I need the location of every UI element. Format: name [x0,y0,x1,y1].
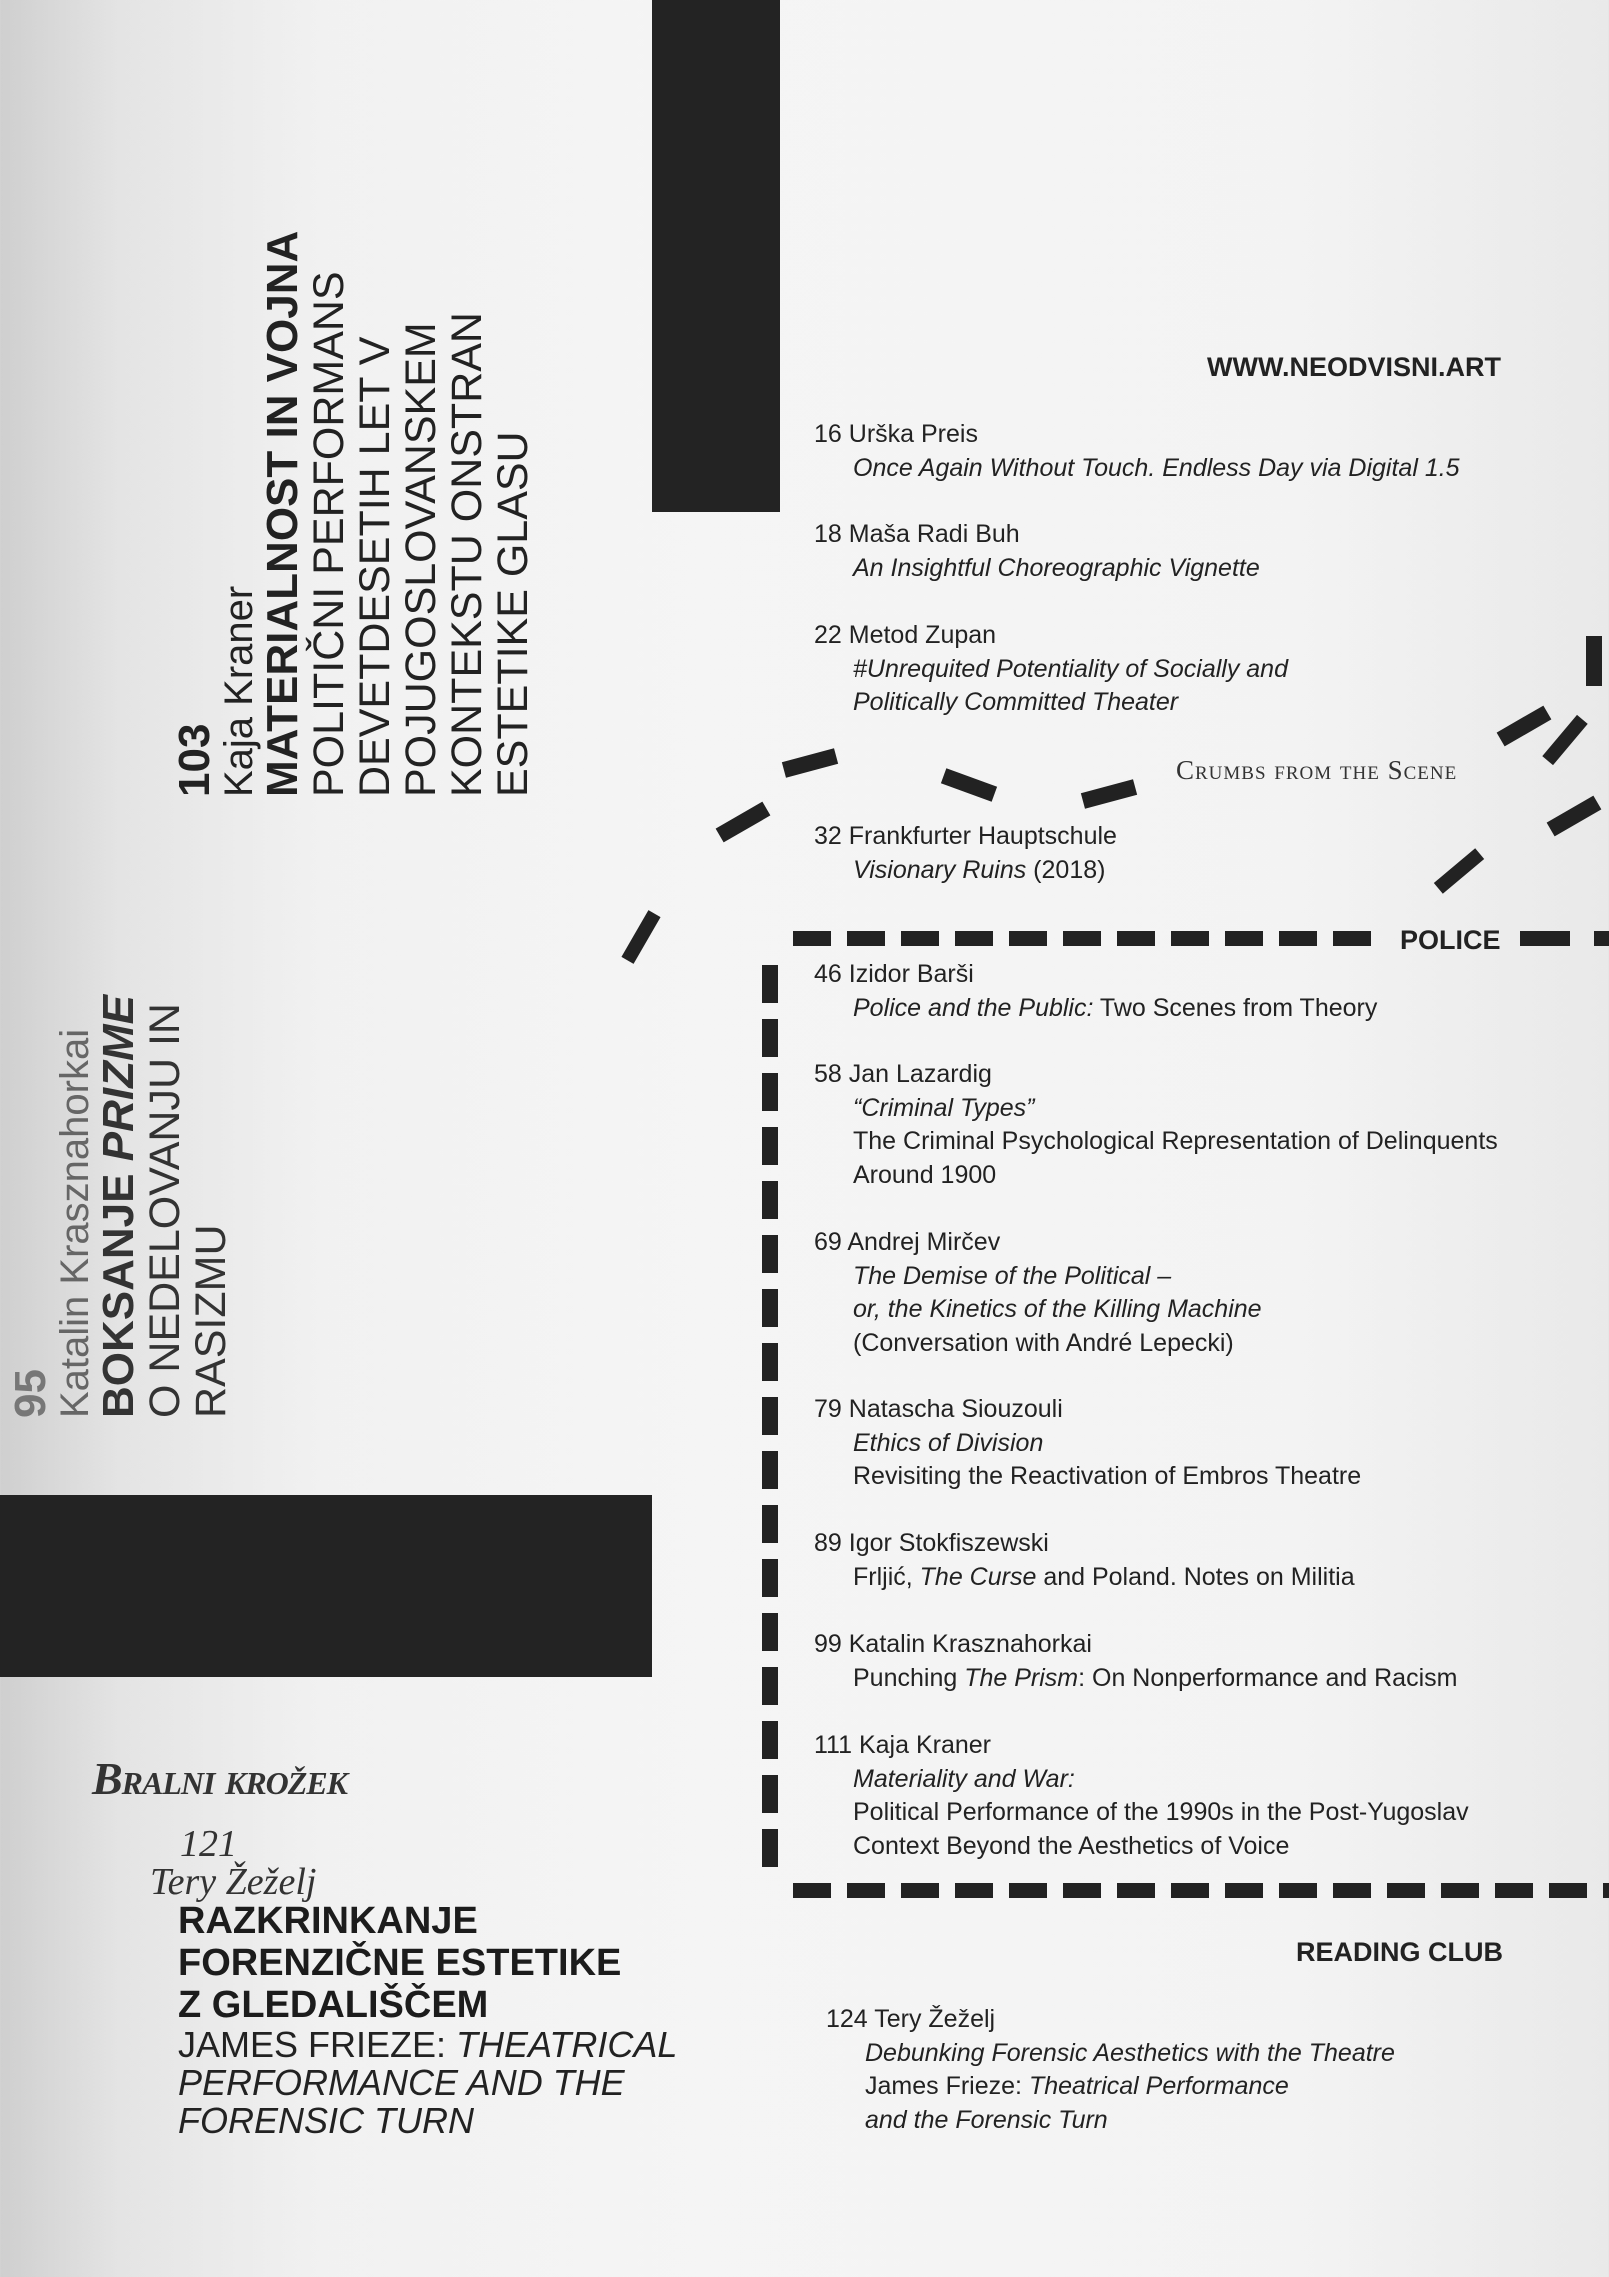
dash-segment [1547,796,1602,837]
page-number: 103 [170,723,219,797]
page-number: 95 [6,1369,55,1418]
dash-segment [762,965,778,1003]
black-bar-top [652,0,780,512]
toc-page-number: 79 [814,1395,842,1423]
toc-entry-head [814,619,1288,653]
dash-segment [1586,636,1602,686]
section-label-police: POLICE [1400,925,1501,955]
dash-segment [621,910,660,964]
reading-club-author: Tery Žeželj [150,1861,317,1903]
toc-title-line: Frljić, The Curse and Poland. Notes on Militia [853,1562,1355,1591]
toc-entry[interactable] [814,1058,1498,1192]
dash-segment [762,1613,778,1651]
toc-author: Jan Lazardig [841,1060,992,1088]
dash-segment [955,1883,993,1898]
subtitle-line: RASIZMU [187,1224,235,1418]
dash-segment [1063,931,1101,946]
toc-entry[interactable] [814,958,1377,1025]
reading-club-title: RAZKRINKANJE FORENZIČNE ESTETIKE Z GLEDALIŠČEM [178,1900,622,2026]
toc-title-line: and the Forensic Turn [865,2105,1108,2134]
author: Katalin Krasznahorkai [53,1028,97,1418]
toc-entry-head [814,1527,1355,1561]
title: MATERIALNOST IN VOJNA [258,230,307,797]
subtitle-line: ESTETIKE GLASU [489,431,537,797]
toc-title-line: Ethics of Division [853,1428,1044,1457]
toc-title-line: (Conversation with André Lepecki) [853,1328,1234,1357]
toc-title-line: An Insightful Choreographic Vignette [853,553,1260,582]
dash-segment [762,1343,778,1381]
section-label-reading-club: READING CLUB [1296,1937,1503,1967]
toc-title-line: The Criminal Psychological Representation of Delinquents [853,1127,1498,1155]
subtitle-line: O NEDELOVANJU IN [141,1003,189,1418]
toc-author: Katalin Krasznahorkai [841,1630,1092,1658]
dash-segment [762,1721,778,1759]
reading-club-heading-sl: Bralni krožek [92,1753,348,1804]
dash-segment [762,1559,778,1597]
dash-segment [1117,931,1155,946]
toc-entry[interactable] [814,1393,1361,1494]
dash-segment [762,1235,778,1273]
dash-segment [1497,706,1552,747]
dash-segment [1387,1883,1425,1898]
dash-segment [762,1667,778,1705]
dash-segment [762,1073,778,1111]
dash-segment [716,802,771,843]
toc-entry-head [814,958,1377,992]
toc-page-number: 32 [814,822,842,850]
toc-title-line: or, the Kinetics of the Killing Machine [853,1295,1262,1323]
dash-segment [955,931,993,946]
dash-segment [1063,1883,1101,1898]
dash-segment [762,1019,778,1057]
dash-segment [762,1397,778,1435]
toc-entry-head [814,1393,1361,1427]
subtitle-line: POJUGOSLOVANSKEM [397,322,445,797]
toc-author: Frankfurter Hauptschule [841,822,1117,850]
toc-author: Igor Stokfiszewski [841,1529,1049,1557]
toc-entry[interactable] [814,820,1117,887]
dash-segment [762,1775,778,1813]
toc-title-line: Once Again Without Touch. Endless Day via Digital 1.5 [853,453,1460,482]
toc-author: Kaja Kraner [852,1731,991,1759]
toc-entry[interactable] [814,518,1260,585]
toc-page-number: 89 [814,1529,842,1557]
dash-segment [1549,1883,1587,1898]
toc-entry[interactable] [814,1729,1469,1863]
subtitle-line: DEVETDESETIH LET V [351,336,399,797]
dash-segment [847,1883,885,1898]
dash-segment [1081,779,1137,808]
toc-entry[interactable] [814,1628,1457,1695]
toc-page-number: 46 [814,960,842,988]
reading-club-subtitle: JAMES FRIEZE: THEATRICAL PERFORMANCE AND THE FORENSIC TURN [178,2024,678,2141]
reading-club-page: 121 [180,1823,237,1865]
title: BOKSANJE PRIZME [94,995,143,1418]
toc-page-number: 58 [814,1060,842,1088]
dash-segment [1333,1883,1371,1898]
toc-entry-head [814,1729,1469,1763]
dash-segment [941,768,997,802]
subtitle-line: POLITIČNI PERFORMANS [305,271,353,797]
toc-page-number: 22 [814,621,842,649]
dash-segment [762,1451,778,1489]
toc-entry-head [814,1226,1262,1260]
toc-title-line: Punching The Prism: On Nonperformance and Racism [853,1663,1458,1692]
toc-title-line: James Frieze: Theatrical Performance [865,2072,1289,2100]
toc-author: Maša Radi Buh [841,520,1020,548]
dash-segment [1333,931,1371,946]
toc-title-line: Debunking Forensic Aesthetics with the Theatre [865,2038,1395,2067]
toc-entry-head [814,1628,1457,1662]
toc-title-line: Politically Committed Theater [853,688,1179,716]
toc-page-number: 69 [814,1228,842,1256]
dash-segment [847,931,885,946]
dash-segment [1520,931,1570,946]
article-95-vertical [8,898,234,1418]
dash-segment [901,931,939,946]
toc-entry[interactable] [826,2003,1395,2137]
toc-page-number: 124 [826,2005,868,2033]
toc-author: Izidor Barši [841,960,974,988]
toc-entry-head [814,518,1260,552]
toc-page-number: 18 [814,520,842,548]
dash-segment [1171,931,1209,946]
toc-author: Metod Zupan [841,621,997,649]
toc-title-line: Around 1900 [853,1160,997,1189]
website-url[interactable]: WWW.NEODVISNI.ART [1207,352,1501,382]
dash-segment [1434,848,1484,893]
dash-segment [762,1127,778,1165]
toc-entry-head [826,2003,1395,2037]
dash-segment [1594,931,1609,946]
toc-title-line: Police and the Public: Two Scenes from Theory [853,993,1378,1022]
dash-segment [793,931,831,946]
toc-entry-head [814,1058,1498,1092]
subtitle-line: KONTEKSTU ONSTRAN [443,312,491,797]
dash-segment [762,1289,778,1327]
toc-author: Tery Žeželj [867,2005,996,2033]
dash-segment [762,1181,778,1219]
dash-segment [1009,1883,1047,1898]
dash-segment [1009,931,1047,946]
toc-page-number: 16 [814,420,842,448]
dash-segment [1171,1883,1209,1898]
dash-segment [762,1829,778,1867]
toc-title-line: #Unrequited Potentiality of Socially and [853,654,1288,683]
toc-title-line: The Demise of the Political – [853,1261,1172,1290]
author: Kaja Kraner [217,585,261,797]
toc-title-line: Political Performance of the 1990s in the Post-Yugoslav [853,1798,1469,1826]
toc-title-line: “Criminal Types” [853,1093,1035,1122]
black-bar-left [0,1495,652,1677]
dash-segment [1117,1883,1155,1898]
toc-author: Andrej Mirčev [841,1228,1001,1256]
dash-segment [901,1883,939,1898]
article-103-vertical [172,97,536,797]
dash-segment [782,748,838,777]
dash-segment [1495,1883,1533,1898]
toc-entry[interactable] [814,619,1288,720]
dash-segment [1279,931,1317,946]
toc-entry[interactable] [814,1226,1262,1360]
toc-page-number: 111 [814,1731,853,1759]
toc-title-line: Visionary Ruins (2018) [853,855,1106,884]
toc-title-line: Materiality and War: [853,1764,1075,1793]
toc-title-line: Revisiting the Reactivation of Embros Theatre [853,1462,1362,1490]
toc-entry-head [814,418,1460,452]
dash-segment [1542,715,1587,765]
dash-segment [1603,1883,1609,1898]
toc-page-number: 99 [814,1630,842,1658]
dash-segment [1441,1883,1479,1898]
dash-segment [1279,1883,1317,1898]
section-label-crumbs: Crumbs from the Scene [1176,755,1458,785]
toc-title-line: Context Beyond the Aesthetics of Voice [853,1831,1290,1860]
toc-author: Urška Preis [841,420,978,448]
dash-segment [762,1505,778,1543]
dash-segment [1225,931,1263,946]
dash-segment [793,1883,831,1898]
toc-entry-head [814,820,1117,854]
toc-entry[interactable] [814,418,1460,485]
dash-segment [1225,1883,1263,1898]
toc-entry[interactable] [814,1527,1355,1594]
toc-author: Natascha Siouzouli [841,1395,1063,1423]
